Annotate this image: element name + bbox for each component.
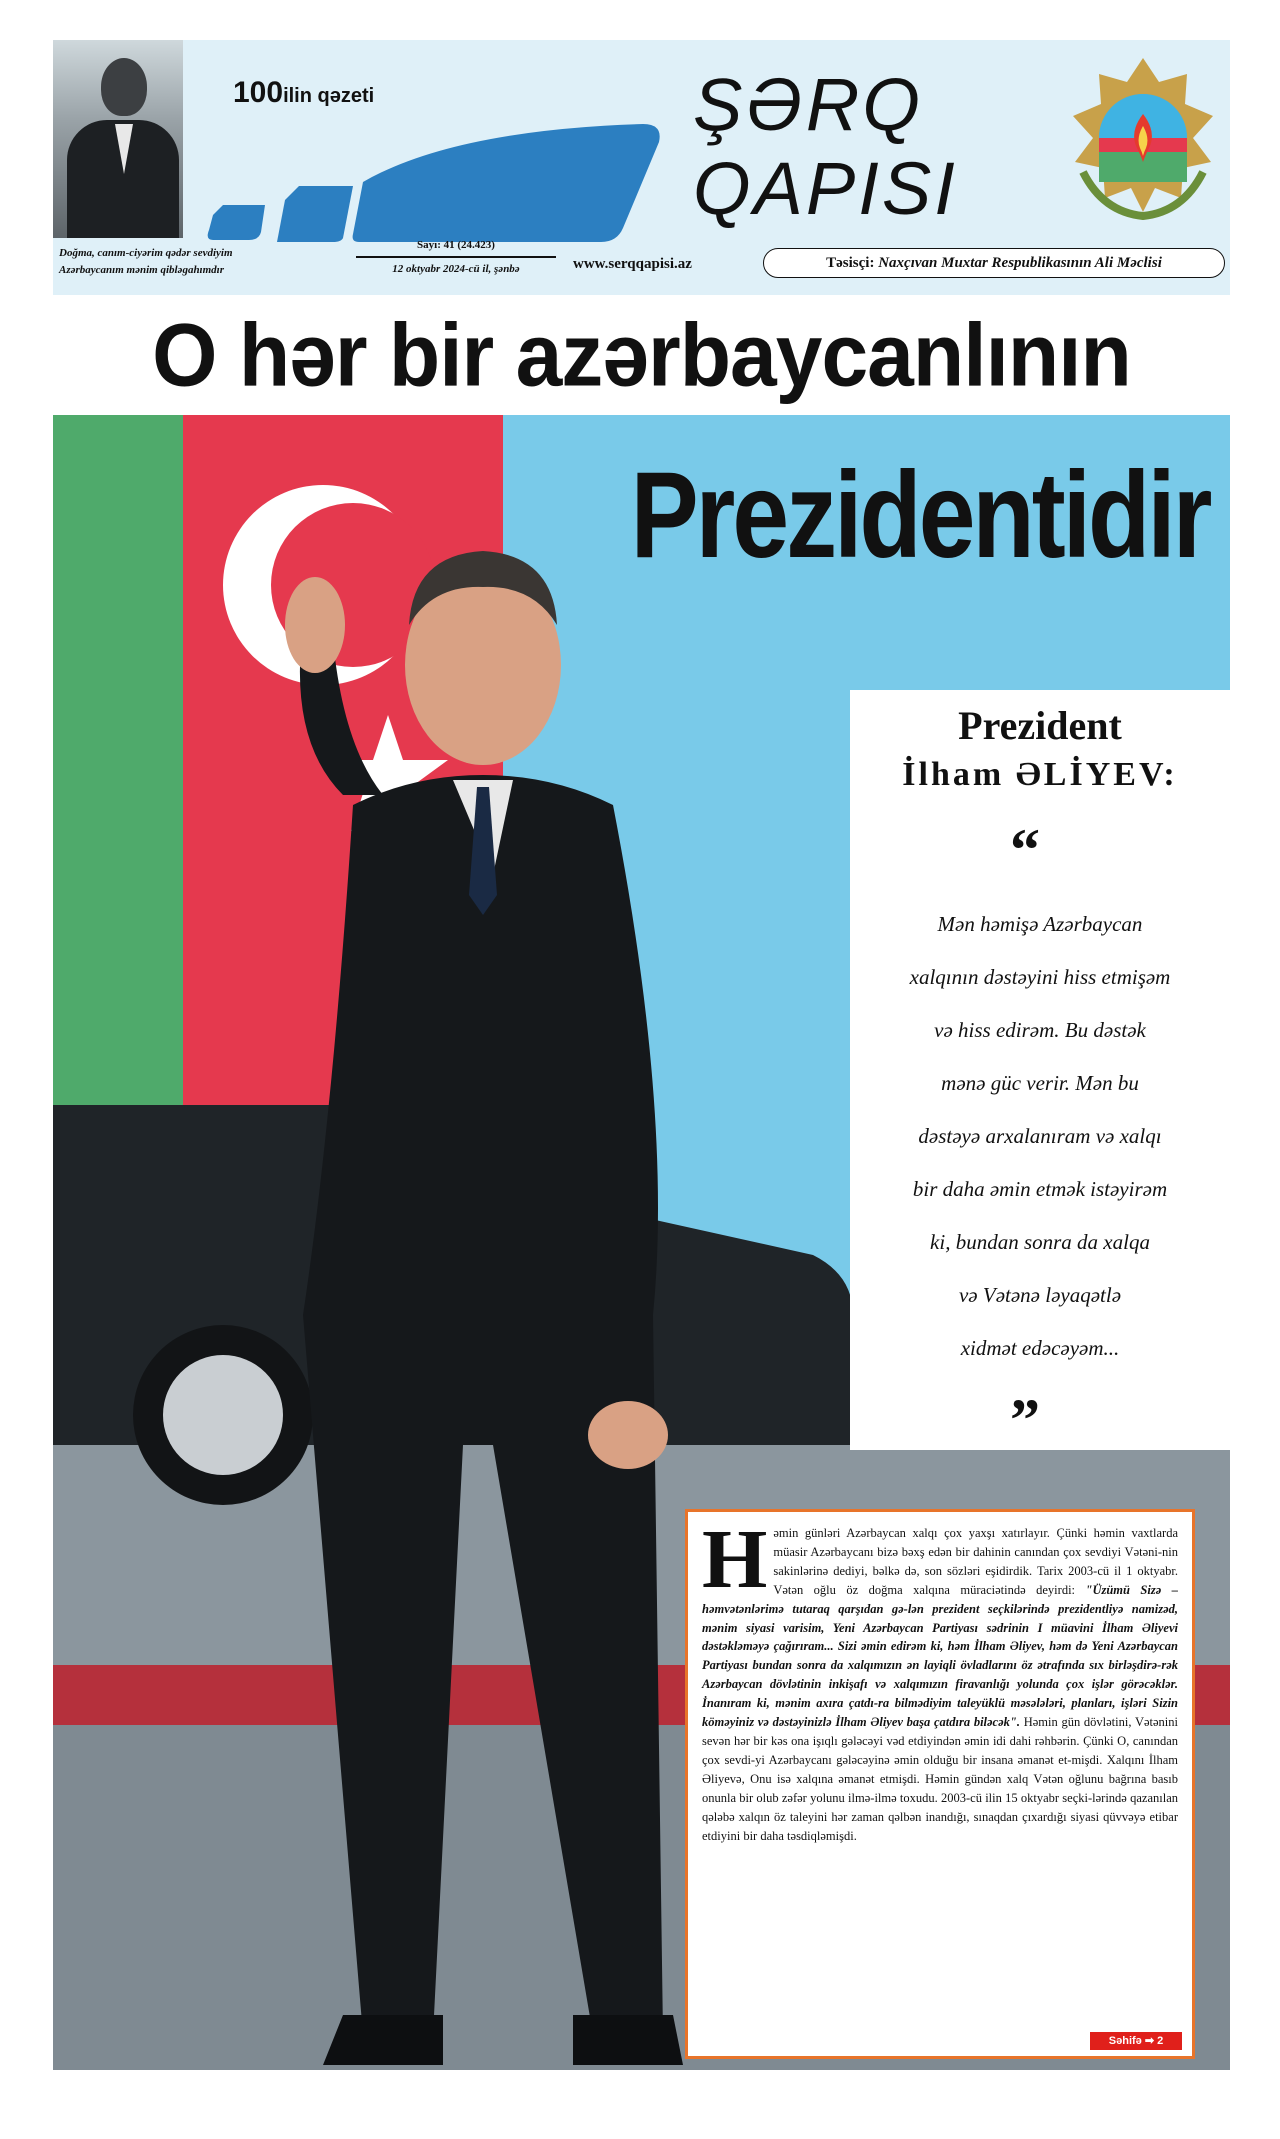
continue-page-link[interactable]: Səhifə ➡ 2 [1090,2032,1182,2050]
masthead [53,40,1230,295]
issue-number: Sayı: 41 (24.423) [356,234,556,258]
article-quote: "Üzümü Sizə – həmvətənlərimə tutaraq qarşıdan gə-lən prezident seçkilərində prezidentliyə namizəd, mənim siyasi varisim, Yeni Azərbaycan Partiyası sədrinin I müavini İlham Əliyevi dəstəkləməyə çağırıram... Sizi əmin edirəm ki, həm İlham Əliyev, həm də Yeni Azərbaycan Partiyası bundan sonra da xalqımızın ən layiqli övladlarını öz ətrafında sıx birləşdirə-rək Azərbaycan dövlətinin inkişafı və xalqımızın firavanlığı yolunda çox işlər görəcəklər. İnanıram ki, mənim axıra çatdı-ra bilmədiyim taleyüklü məsələləri, planları, işləri Sizin köməyiniz və dəstəyinizlə İlham Əliyev başa çatdıra biləcək". [702,1582,1179,1730]
article-rest: Həmin gün dövlətini, Vətənini sevən hər bir kəs ona işıqlı gələcəyi vəd etdiyindən əmin idi dahi rəhbərin. Çünki O, canından çox sevdi-yi Azərbaycanı gələcəyinə əmin olduğu bir insana əmanət et-mişdi. Xalqını İlham Əliyevə, Onu isə xalqına əmanət etmişdi. Həmin gündən xalq Vətən oğlunu bağrına basıb onunla bir olub zəfər yolunu ilmə-ilmə toxudu. 2003-cü ilin 15 oktyabr seçki-lərində qazanılan qələbə xalqın öz taleyini hər zaman qəlbən inandığı, sınaqdan çıxardığı siyasi qüvvəyə etibar etdiyini bir daha təsdiqləmişdi. [702,1715,1179,1843]
issue-date: 12 oktyabr 2024-cü il, şənbə [392,263,520,275]
website-link[interactable]: www.serqqapisi.az [573,256,692,272]
founder-label: Təsisçi: [826,255,875,271]
quote-author-title: Prezident [958,703,1122,748]
quote-line: mənə güc verir. Mən bu [941,1071,1139,1095]
century-number: 100 [233,76,284,109]
motto-line: Azərbaycanım mənim qibləgahımdır [59,264,225,276]
quote-author-name: İlham ƏLİYEV: [902,756,1178,793]
motto-line: Doğma, canım-ciyərim qədər sevdiyim [59,247,233,259]
quote-line: Mən həmişə Azərbaycan [937,912,1143,936]
founder-badge [763,248,1225,278]
quote-line: və Vətənə ləyaqətlə [958,1283,1122,1307]
quote-line: xalqının dəstəyini hiss etmişəm [909,965,1171,989]
quote-open-mark: “ [1010,817,1040,883]
quote-close-mark: ” [1010,1387,1040,1453]
newspaper-title-line1: ŞƏRQ [693,63,923,146]
article-body [702,1513,1179,1845]
article-dropcap: H [702,1513,768,1606]
issue-info [356,234,556,280]
quote-line: bir daha əmin etmək istəyirəm [912,1177,1168,1201]
founder-portrait [53,40,183,238]
headline-line1: O hər bir azərbaycanlının [152,305,1131,405]
quote-panel [850,690,1230,1453]
quote-line: dəstəyə arxalanıram və xalqı [918,1124,1162,1148]
newspaper-title-line2: QAPISI [693,147,958,230]
quote-line: ki, bundan sonra da xalqa [930,1230,1150,1254]
century-tag [233,76,374,110]
article-intro: əmin günləri Azərbaycan xalqı çox yaxşı xatırlayır. Çünki həmin vaxtlarda müasir Azərbaycanı bizə bəxş edən bir dahinin canından çox sevdiyi Vətəni-nin sakinlərinə dediyi, bəlkə də, son sözləri eşidirdik. Tarix 2003-cü il 1 oktyabr. Vətən oğlu öz doğma xalqına müraciətində deyirdi: [773,1526,1178,1597]
century-text: ilin qəzeti [283,85,375,107]
quote-line: xidmət edəcəyəm... [960,1336,1120,1360]
state-emblem-icon [1063,52,1223,222]
headline-line2: Prezidentidir [630,446,1210,584]
founder-value: Naxçıvan Muxtar Respublikasının Ali Məclisi [878,255,1162,271]
quote-text [870,898,1210,1375]
lead-article [685,1509,1195,2059]
quote-line: və hiss edirəm. Bu dəstək [934,1018,1146,1042]
